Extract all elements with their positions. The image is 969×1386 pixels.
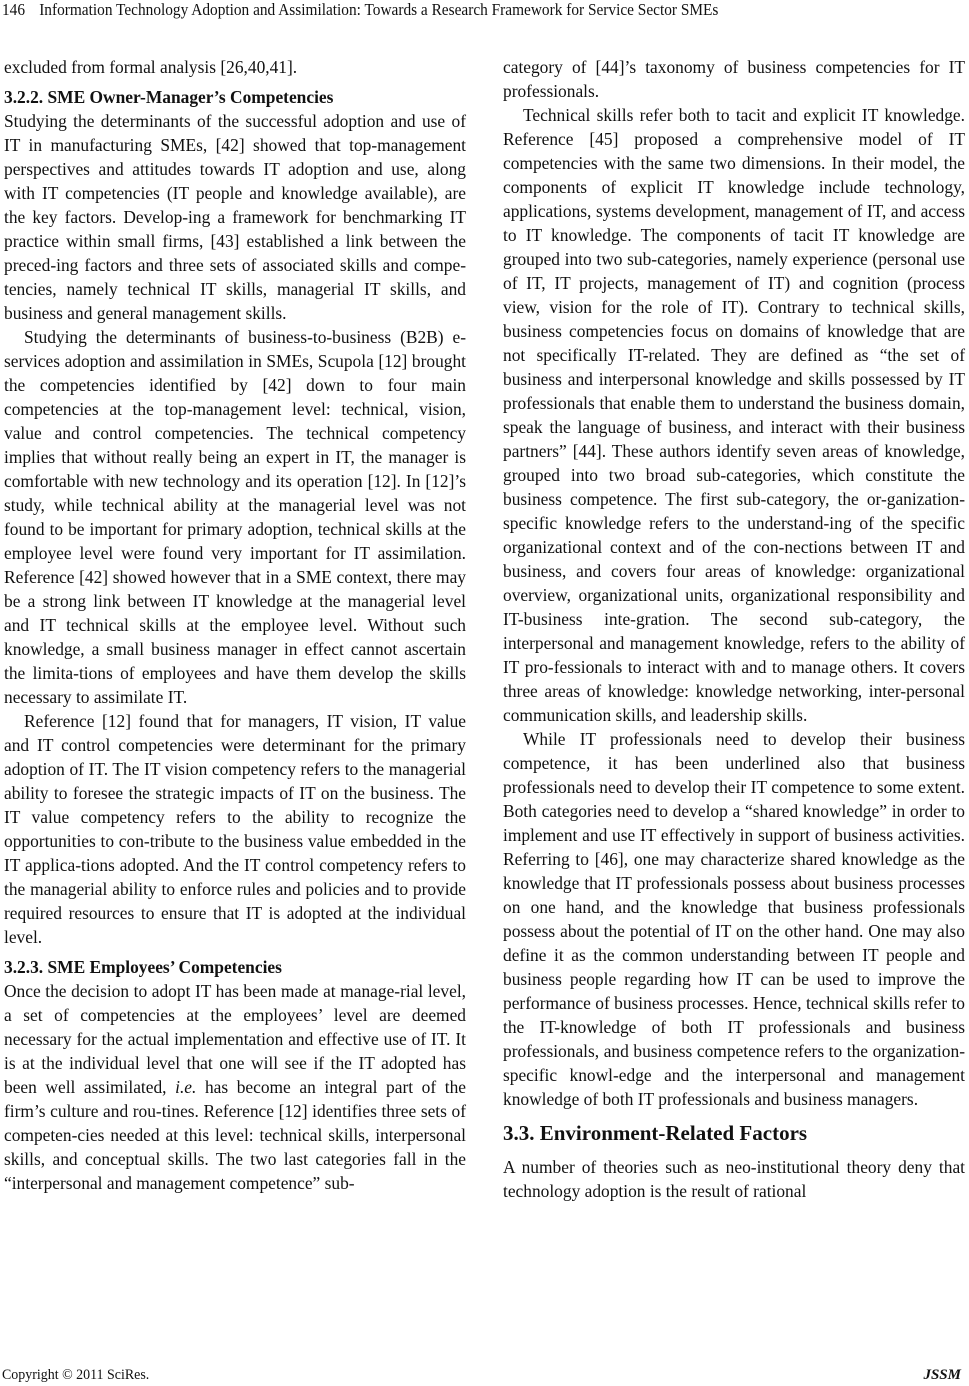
page-number: 146 bbox=[2, 0, 26, 19]
italic-text: i.e. bbox=[175, 1077, 197, 1097]
right-column bbox=[503, 55, 965, 1203]
section-heading: 3.3. Environment-Related Factors bbox=[503, 1121, 808, 1145]
paragraph bbox=[4, 979, 466, 1195]
running-title: Information Technology Adoption and Assimilation: Towards a Research Framework for Service Sector SMEs bbox=[39, 0, 719, 19]
subsection-heading: 3.2.3. SME Employees’ Competencies bbox=[4, 957, 282, 977]
text-run: Once the decision to adopt IT has been made at manage-rial level, a set of competencies at the employees’ level are deemed necessary for the actual implementation and effective use of IT. It is at the individual level that one will see if the IT adopted has been well assimilated, bbox=[4, 981, 466, 1097]
copyright-notice: Copyright © 2011 SciRes. bbox=[2, 1367, 150, 1383]
paragraph: Reference [12] found that for managers, IT vision, IT value and IT control competencies were determinant for the primary adoption of IT. The IT vision competency refers to the managerial ability to foresee the strategic impacts of IT on the business. The IT value competency refers to the ability to recognize the opportunities to con-tribute to the business value embedded in the IT applica-tions adopted. And the IT control competency refers to the managerial ability to enforce rules and policies and to provide required resources to ensure that IT is adopted at the individual level. bbox=[4, 711, 466, 947]
paragraph: excluded from formal analysis [26,40,41]. bbox=[4, 57, 298, 77]
paragraph: Technical skills refer both to tacit and explicit IT knowledge. Reference [45] proposed a comprehensive model of IT competencies with the same two dimensions. In their model, the components of explicit IT knowledge include technology, applications, systems development, management of IT, and access to IT knowledge. The components of tacit IT knowledge are grouped into two sub-categories, namely experience (personal use of IT, IT projects, management of IT) and cognition (process view, vision for the role of IT). Contrary to technical skills, business competencies focus on domains of knowledge that are not specifically IT-related. They are defined as “the set of business and interpersonal knowledge and skills possessed by IT professionals that enable them to understand the business domain, speak the language of business, and interact with their business partners” [44]. These authors identify seven areas of knowledge, grouped into two broad sub-categories, which constitute the business competence. The first sub-category, the or-ganization-specific knowledge refers to the understand-ing of the specific organizational context and of the con-nections between IT and business, and covers four areas of knowledge: organizational overview, organizational units, organizational responsibility and IT-business inte-gration. The second sub-category, the interpersonal and management knowledge, refers to the ability of IT pro-fessionals to interact with and to manage others. It covers three areas of knowledge: knowledge networking, inter-personal communication skills, and leadership skills. bbox=[503, 105, 965, 725]
subsection-heading: 3.2.2. SME Owner-Manager’s Competencies bbox=[4, 87, 334, 107]
left-column bbox=[4, 55, 466, 1195]
paragraph: category of [44]’s taxonomy of business competencies for IT professionals. bbox=[503, 57, 965, 101]
text-run: has become an integral part of the firm’s culture and rou-tines. Reference [12] identifies three sets of competen-cies needed at this level: technical skills, interpersonal skills, and conceptual skills. The two last categories fall in the “interpersonal and management competence” sub- bbox=[4, 1077, 466, 1193]
journal-abbrev: JSSM bbox=[923, 1367, 961, 1383]
paragraph: A number of theories such as neo-institutional theory deny that technology adoption is the result of rational bbox=[503, 1157, 965, 1201]
running-header bbox=[2, 0, 895, 22]
paragraph: Studying the determinants of business-to-business (B2B) e-services adoption and assimilation in SMEs, Scupola [12] brought the competencies identified by [42] down to four main competencies at the top-management level: technical, vision, value and control competencies. The technical competency implies that without really being an expert in IT, the manager is comfortable with new technology and its operation [12]. In [12]’s study, while technical ability at the managerial level was not found to be important for primary adoption, technical skills at the employee level were found very important for IT assimilation. Reference [42] showed however that in a SME context, there may be a strong link between IT knowledge at the managerial level and IT technical skills at the employee level. Without such knowledge, a small business manager in effect cannot ascertain the limita-tions of employees and have them develop the skills necessary to assimilate IT. bbox=[4, 327, 466, 707]
paragraph: Studying the determinants of the successful adoption and use of IT in manufacturing SMEs, [42] showed that top-management perspectives and attitudes towards IT adoption and use, along with IT competencies (IT people and knowledge available), are the key factors. Develop-ing a framework for benchmarking IT practice within small firms, [43] established a link between the preced-ing factors and three sets of associated skills and compe-tencies, namely technical IT skills, managerial IT skills, and business and general management skills. bbox=[4, 111, 466, 323]
paragraph: While IT professionals need to develop their business competence, it has been underlined also that business professionals need to develop their IT competence to some extent. Both categories need to develop a “shared knowledge” in order to implement and use IT effectively in support of business activities. Referring to [46], one may characterize shared knowledge as the knowledge that IT professionals possess about business processes on one hand, and the knowledge that business professionals possess about the potential of IT on the other hand. One may also define it as the common understanding between IT people and business people regarding how IT can be used to improve the performance of business processes. Hence, technical skills refer to the IT-knowledge of both IT professionals and business professionals, and business competence refers to the organization-specific knowl-edge and the interpersonal and management knowledge of both IT professionals and business managers. bbox=[503, 729, 965, 1109]
